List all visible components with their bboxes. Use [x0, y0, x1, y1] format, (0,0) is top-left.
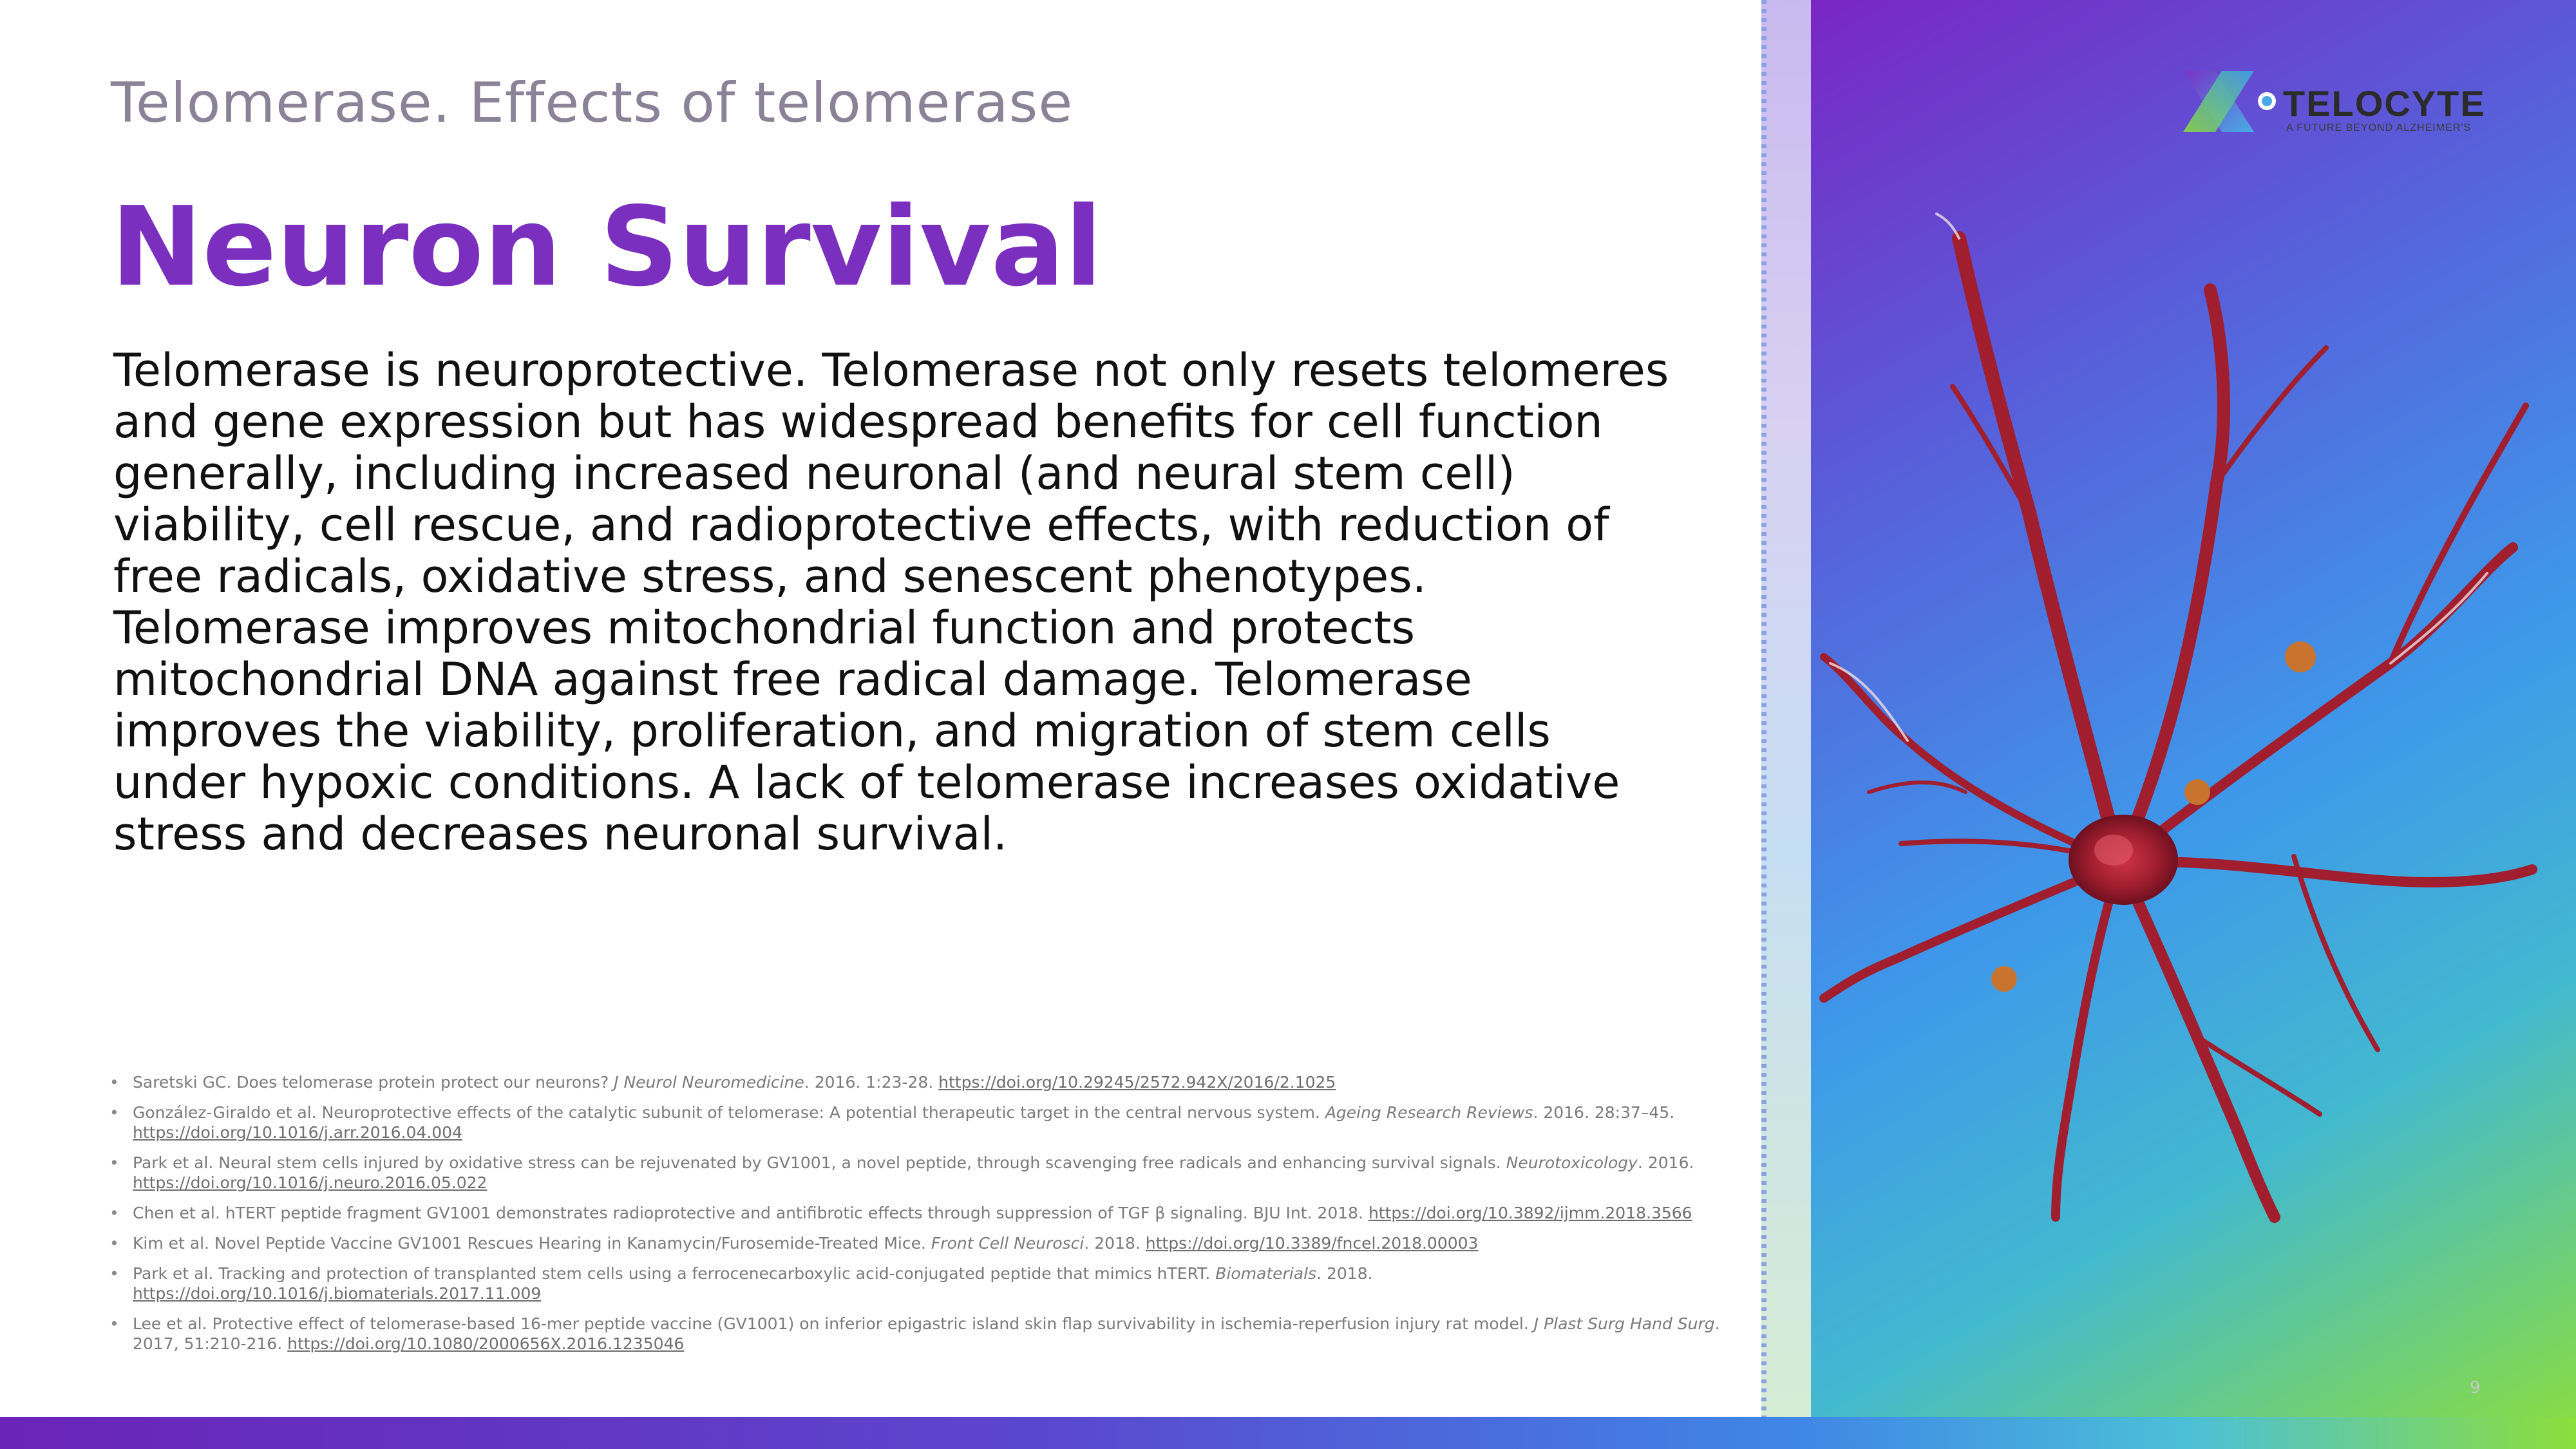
reference-item: • Lee et al. Protective effect of telomerase-based 16-mer peptide vaccine (GV1001) on inferior epigastric island skin flap survivability in ischemia-reperfusion injury rat model. J Plast Surg Hand Surg. 2017, 51:210-216. https://doi.org/10.1080/2000656X.2016.1235046: [109, 1314, 1732, 1354]
reference-item: • Kim et al. Novel Peptide Vaccine GV1001 Rescues Hearing in Kanamycin/Furosemide-Treated Mice. Front Cell Neurosci. 2018. https://doi.org/10.3389/fncel.2018.00003: [109, 1233, 1732, 1253]
section-subtitle: Telomerase. Effects of telomerase: [111, 71, 1074, 135]
reference-link[interactable]: https://doi.org/10.3892/ijmm.2018.3566: [1368, 1204, 1692, 1222]
body-paragraph: Telomerase is neuroprotective. Telomerase not only resets telomeres and gene expression but has widespread benefits for cell function generally, including increased neuronal (and neural stem cell) viability, cell rescue, and radioprotective effects, with reduction of free radicals, oxidative stress, and senescent phenotypes. Telomerase improves mitochondrial function and protects mitochondrial DNA against free radical damage. Telomerase improves the viability, proliferation, and migration of stem cells under hypoxic conditions. A lack of telomerase increases oxidative stress and decreases neuronal survival.: [113, 344, 1669, 860]
references-list: [109, 1072, 1732, 1364]
bottom-gradient-bar: [0, 1417, 2576, 1449]
reference-link[interactable]: https://doi.org/10.1080/2000656X.2016.1235046: [287, 1334, 685, 1353]
page-number: 9: [2470, 1378, 2481, 1397]
reference-link[interactable]: https://doi.org/10.1016/j.neuro.2016.05.022: [133, 1173, 488, 1192]
reference-item: • González-Giraldo et al. Neuroprotective effects of the catalytic subunit of telomerase: A potential therapeutic target in the central nervous system. Ageing Research Reviews. 2016. 28:37–45. https://doi.org/10.1016/j.arr.2016.04.004: [109, 1103, 1732, 1142]
neuron-illustration: [1811, 213, 2576, 1256]
logo-wordmark: TELOCYTE: [2283, 83, 2486, 124]
logo-tagline: A FUTURE BEYOND ALZHEIMER'S: [2286, 122, 2471, 133]
reference-link[interactable]: https://doi.org/10.1016/j.arr.2016.04.004: [133, 1123, 462, 1142]
divider-strip: [1761, 0, 1813, 1417]
reference-item: • Saretski GC. Does telomerase protein protect our neurons? J Neurol Neuromedicine. 2016. 1:23-28. https://doi.org/10.29245/2572.942X/2016/2.1025: [109, 1072, 1732, 1092]
reference-item: • Chen et al. hTERT peptide fragment GV1001 demonstrates radioprotective and antifibrotic effects through suppression of TGF β signaling. BJU Int. 2018. https://doi.org/10.3892/ijmm.2018.3566: [109, 1203, 1732, 1223]
reference-link[interactable]: https://doi.org/10.1016/j.biomaterials.2017.11.009: [133, 1284, 542, 1303]
page-title: Neuron Survival: [111, 184, 1103, 311]
reference-item: • Park et al. Neural stem cells injured by oxidative stress can be rejuvenated by GV1001, a novel peptide, through scavenging free radicals and enhancing survival signals. Neurotoxicology. 2016. https://doi.org/10.1016/j.neuro.2016.05.022: [109, 1153, 1732, 1193]
reference-link[interactable]: https://doi.org/10.3389/fncel.2018.00003: [1145, 1234, 1479, 1253]
reference-item: • Park et al. Tracking and protection of transplanted stem cells using a ferrocenecarboxylic acid-conjugated peptide that mimics hTERT. Biomaterials. 2018. https://doi.org/10.1016/j.biomaterials.2017.11.009: [109, 1264, 1732, 1303]
dotted-line: [1761, 0, 1766, 1417]
reference-link[interactable]: https://doi.org/10.29245/2572.942X/2016/2.1025: [938, 1073, 1336, 1092]
